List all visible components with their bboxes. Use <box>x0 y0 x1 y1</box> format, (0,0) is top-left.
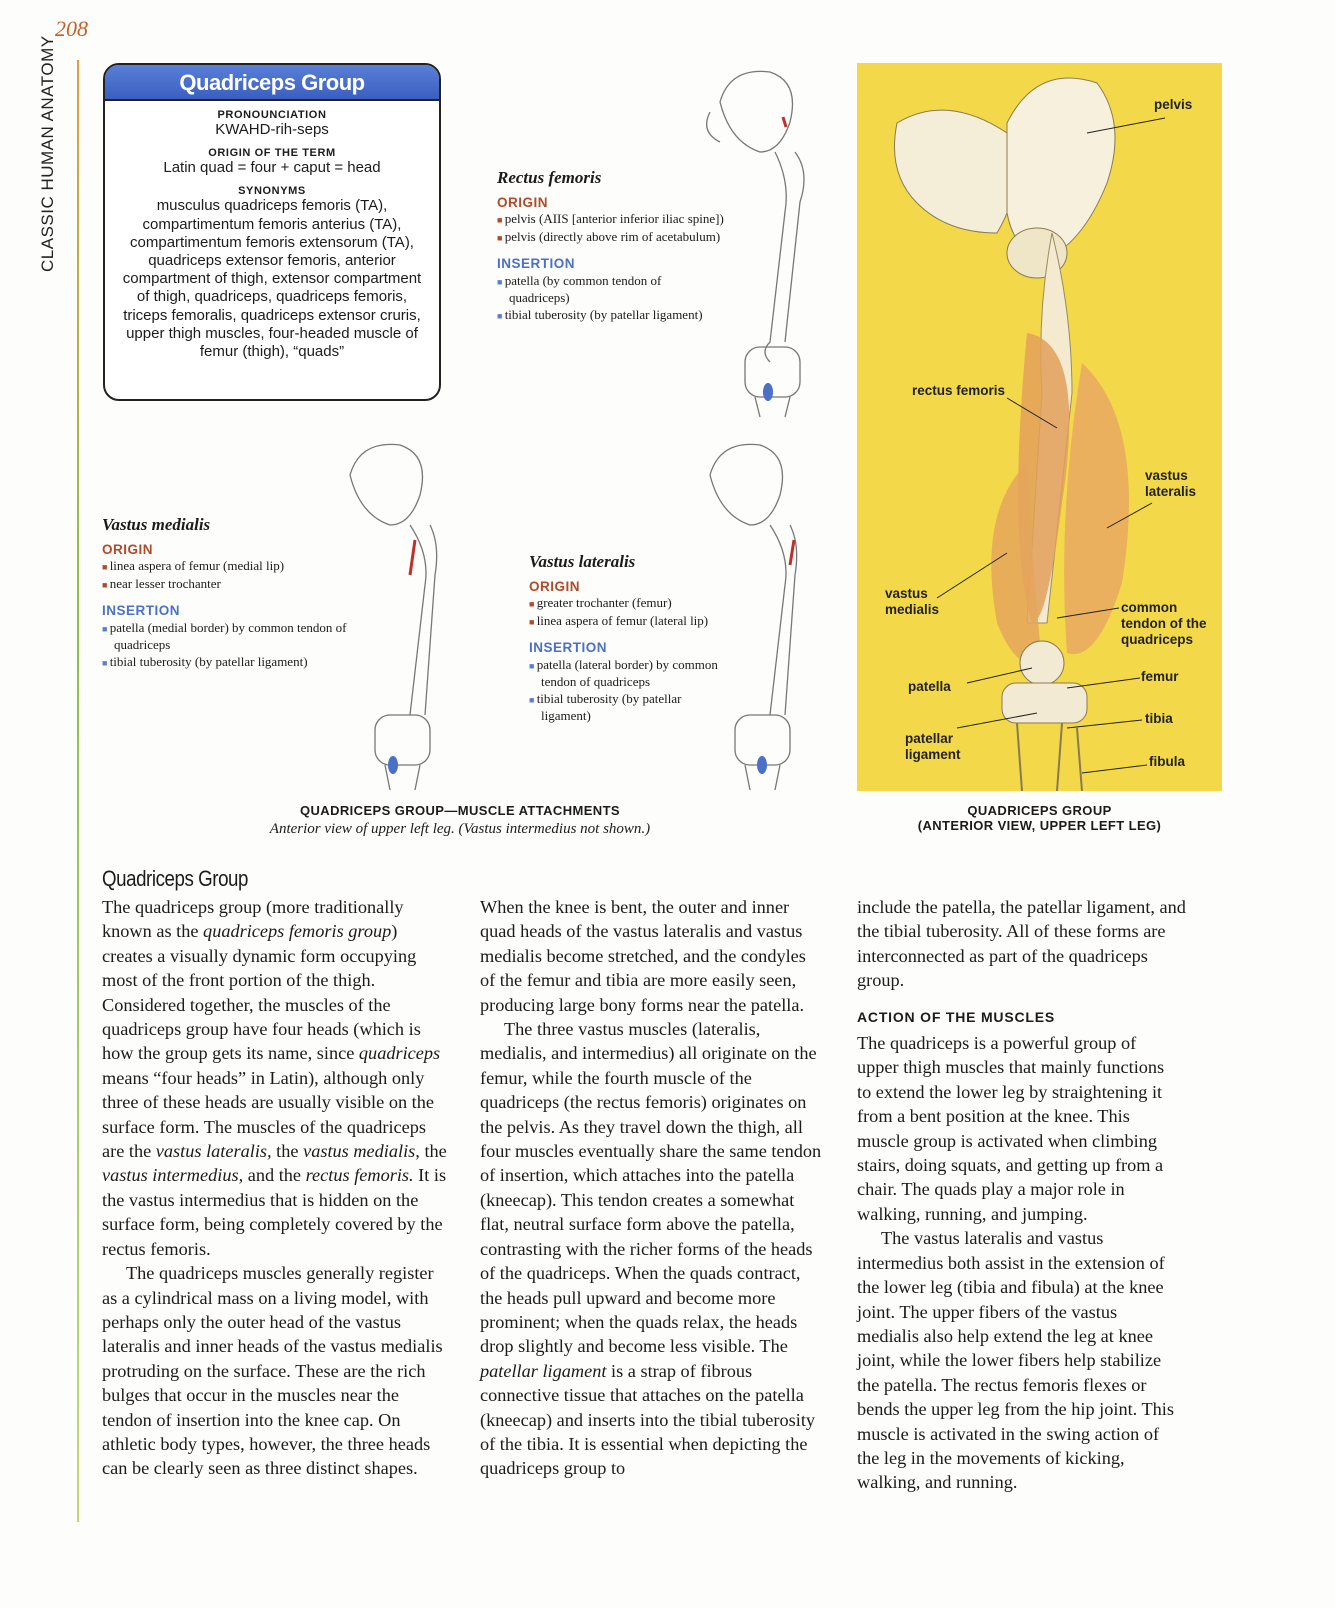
paragraph <box>102 895 447 1261</box>
page-number: 208 <box>55 16 88 41</box>
text-run: It is the vastus intermedius that is hidden on the surface form, being completely covered by the rectus femoris. <box>102 1165 447 1259</box>
paragraph <box>857 1226 1177 1494</box>
italic-term: vastus medialis, <box>303 1141 420 1162</box>
text-run: the <box>271 1141 304 1162</box>
origin-item: ■ linea aspera of femur (medial lip) <box>102 558 392 576</box>
synonyms: musculus quadriceps femoris (TA), compartimentum femoris anterius (TA), compartimentum femoris extensorum (TA), quadriceps extensor femoris, anterior compartment of thigh, extensor compartment of thigh, quadriceps, quadriceps femoris, triceps femoralis, quadriceps extensor cruris, upper thigh muscles, four-headed muscle of femur (thigh), “quads” <box>122 197 422 361</box>
origin-label: ORIGIN <box>529 578 581 594</box>
running-head: CLASSIC HUMAN ANATOMY <box>38 35 57 272</box>
insertion-item: ■ patella (lateral border) by common tendon of quadriceps <box>529 657 749 691</box>
section-title: Quadriceps Group <box>102 866 249 891</box>
origin-item: ■ pelvis (directly above rim of acetabulum) <box>497 229 767 247</box>
label-femur: femur <box>1141 669 1179 684</box>
label-fibula: fibula <box>1149 754 1185 769</box>
body-column-1 <box>102 895 447 1481</box>
insertion-label: INSERTION <box>529 640 608 655</box>
paragraph <box>102 1261 447 1481</box>
label-patellar-ligament: patellar ligament <box>905 731 961 762</box>
caption-line: (ANTERIOR VIEW, UPPER LEFT LEG) <box>917 818 1162 833</box>
text-run: include the patella, the patellar ligament, and the tibial tuberosity. All of these forms are interconnected as part of the quadriceps group. <box>857 897 1186 991</box>
label-vastus-lateralis: vastus lateralis <box>1145 468 1197 499</box>
origin-term: Latin quad = four + caput = head <box>163 159 381 177</box>
info-box <box>103 63 441 401</box>
origin-item: ■ greater trochanter (femur) <box>529 595 754 613</box>
action-text <box>857 1031 1177 1495</box>
insertion-item: ■ tibial tuberosity (by patellar ligament) <box>529 691 719 725</box>
text-run: The three vastus muscles (lateralis, medialis, and intermedius) all originate on the femur, while the fourth muscle of the quadriceps (the rectus femoris) originates on the pelvis. As they travel down the thigh, all four muscles eventually share the same tendon of insertion, which attaches into the patella (kneecap). This tendon creates a somewhat flat, neutral surface form above the patella, contrasting with the richer forms of the heads of the quadriceps. When the quads contract, the heads pull upward and become more prominent; when the quads relax, the heads drop slightly and become less visible. The <box>480 1019 822 1357</box>
label-patella: patella <box>908 679 951 694</box>
text-run: The quadriceps muscles generally register as a cylindrical mass on a living model, with perhaps only the outer head of the vastus lateralis and inner heads of the vastus medialis protruding on the surface. These are the rich bulges that occur in the muscles near the tendon of insertion into the knee cap. On athletic body types, however, the three heads can be clearly seen as three distinct shapes. <box>102 1263 443 1479</box>
origin-item: ■ pelvis (AIIS [anterior inferior iliac spine]) <box>497 211 767 229</box>
paragraph <box>480 895 825 1017</box>
insertion-label: INSERTION <box>497 256 576 271</box>
muscle-name: Vastus medialis <box>102 515 211 534</box>
italic-term: patellar ligament <box>480 1360 607 1381</box>
text-run: and the <box>243 1165 306 1186</box>
body-column-2 <box>480 895 825 1481</box>
attachment-vastus-medialis <box>102 517 392 671</box>
illustration-caption <box>857 803 1222 833</box>
text-run: The vastus lateralis and vastus intermedius both assist in the extension of the lower leg (tibia and fibula) at the knee joint. The upper fibers of the vastus medialis also help extend the leg at knee joint, while the lower fibers help stabilize the patella. The rectus femoris flexes or bends the upper leg from the hip joint. This muscle is activated in the swing action of the leg in the movements of kicking, walking, and running. <box>857 1228 1174 1493</box>
italic-term: vastus lateralis, <box>155 1141 272 1162</box>
label-vastus-medialis: vastus medialis <box>885 586 940 617</box>
origin-label: ORIGIN <box>102 541 154 557</box>
label-rectus-femoris: rectus femoris <box>912 383 1006 398</box>
side-rule <box>77 60 79 1522</box>
attachments-caption: QUADRICEPS GROUP—MUSCLE ATTACHMENTS <box>300 803 620 818</box>
origin-item: ■ near lesser trochanter <box>102 576 392 594</box>
text-run: the <box>419 1141 447 1162</box>
muscle-name: Rectus femoris <box>497 168 602 187</box>
origin-label: ORIGIN <box>497 194 549 210</box>
label-tibia: tibia <box>1145 711 1173 726</box>
action-heading: ACTION OF THE MUSCLES <box>857 1008 1056 1025</box>
text-run: The quadriceps is a powerful group of upper thigh muscles that mainly functions to extend the lower leg by straightening it from a bent position at the knee. This muscle group is activated when climbing stairs, doing squats, and getting up from a chair. The quads play a major role in walking, running, and jumping. <box>857 1033 1165 1224</box>
pronunciation: KWAHD-rih-seps <box>215 121 329 138</box>
text-run: means “four heads” in Latin), although only three of these heads are usually visible on the surface form. The muscles of the quadriceps are the <box>102 1067 434 1162</box>
italic-term: vastus intermedius, <box>102 1165 244 1186</box>
insertion-item: ■ patella (by common tendon of quadriceps) <box>497 273 697 307</box>
origin-item: ■ linea aspera of femur (lateral lip) <box>529 613 754 631</box>
paragraph <box>480 1017 825 1481</box>
text-run: The quadriceps group (more traditionally known as the <box>102 897 404 942</box>
info-box-title: Quadriceps Group <box>105 65 439 101</box>
insertion-item: ■ patella (medial border) by common tendon of quadriceps <box>102 620 392 654</box>
label-pelvis: pelvis <box>1154 97 1193 112</box>
label-common-tendon: common tendon of the quadriceps <box>1121 600 1207 647</box>
italic-term: quadriceps <box>358 1043 441 1064</box>
italic-term: rectus femoris. <box>305 1165 414 1186</box>
paragraph <box>857 895 1192 993</box>
attachments-subcaption: Anterior view of upper left leg. (Vastus intermedius not shown.) <box>269 821 651 837</box>
column-3-intro <box>857 895 1192 993</box>
origin-term-label: ORIGIN OF THE TERM <box>208 147 336 160</box>
text-run: ) creates a visually dynamic form occupying most of the front portion of the thigh. Considered together, the muscles of the quadriceps group have four heads (which is how the group gets its name, since <box>102 921 421 1064</box>
text-run: When the knee is bent, the outer and inner quad heads of the vastus lateralis and vastus medialis become stretched, and the condyles of the femur and tibia are more easily seen, producing large bony forms near the patella. <box>480 897 806 1015</box>
synonyms-label: SYNONYMS <box>238 185 306 198</box>
italic-term: quadriceps femoris group <box>203 921 392 942</box>
body-column-3 <box>857 895 1192 1495</box>
insertion-item: ■ tibial tuberosity (by patellar ligament) <box>497 307 757 325</box>
text-run: is a strap of fibrous connective tissue that attaches on the patella (kneecap) and inserts into the tibial tuberosity of the tibia. It is essential when depicting the quadriceps group to <box>480 1360 816 1479</box>
paragraph <box>857 1031 1177 1226</box>
attachment-rectus-femoris <box>497 170 767 324</box>
quadriceps-illustration <box>857 63 1222 791</box>
attachment-vastus-lateralis <box>529 554 754 725</box>
muscle-name: Vastus lateralis <box>529 552 636 571</box>
caption-line: QUADRICEPS GROUP <box>967 803 1112 818</box>
insertion-item: ■ tibial tuberosity (by patellar ligament) <box>102 654 392 672</box>
insertion-label: INSERTION <box>102 603 181 618</box>
pronunciation-label: PRONOUNCIATION <box>217 109 327 121</box>
